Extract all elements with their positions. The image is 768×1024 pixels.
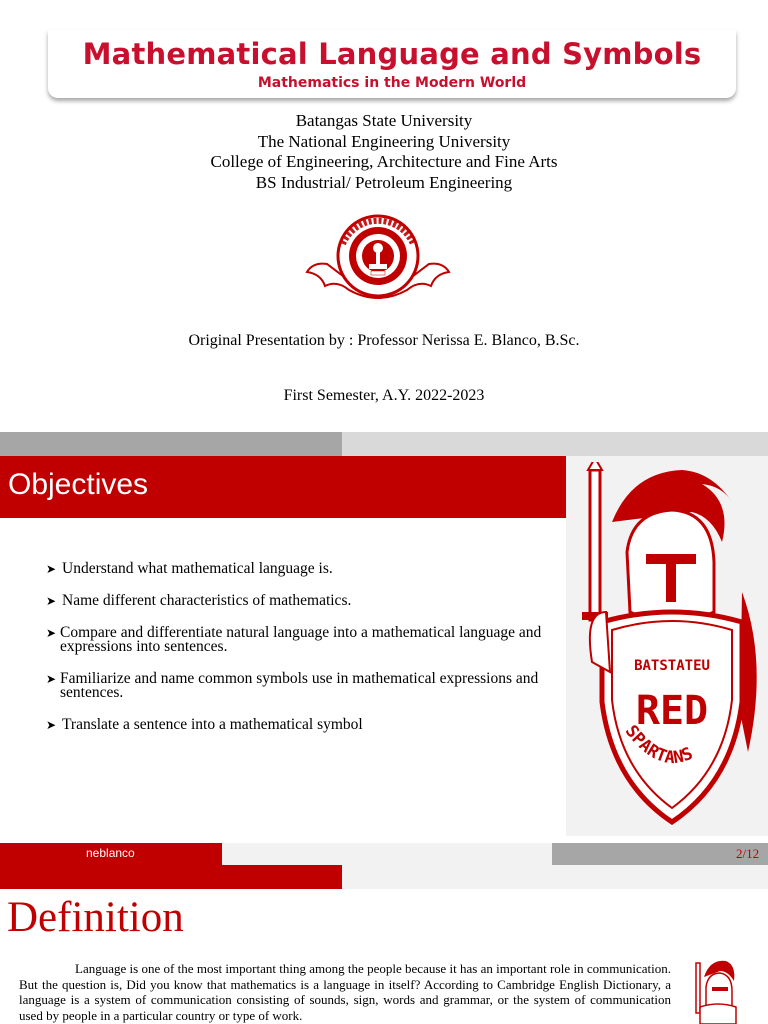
list-item bbox=[46, 626, 546, 654]
list-item bbox=[46, 562, 546, 576]
university-info bbox=[0, 111, 768, 193]
arrow-bullet-icon: ➤ bbox=[46, 562, 57, 576]
objectives-list bbox=[46, 562, 546, 750]
objective-text: Understand what mathematical language is. bbox=[62, 560, 333, 577]
arrow-bullet-icon: ➤ bbox=[46, 594, 57, 608]
list-item bbox=[46, 672, 546, 700]
presentation-title: Mathematical Language and Symbols bbox=[82, 37, 702, 71]
definition-slide bbox=[0, 865, 768, 1024]
top-accent-bar-light bbox=[342, 432, 768, 456]
title-slide bbox=[0, 0, 768, 432]
arrow-bullet-icon: ➤ bbox=[46, 718, 57, 732]
objective-text: Name different characteristics of mathematics. bbox=[62, 592, 352, 609]
presentation-subtitle: Mathematics in the Modern World bbox=[257, 75, 527, 91]
list-item bbox=[46, 594, 546, 608]
top-accent-bar-light bbox=[342, 865, 768, 889]
list-item bbox=[46, 718, 546, 732]
red-spartans-mascot-icon bbox=[572, 462, 768, 840]
footer-light-bar bbox=[222, 843, 552, 865]
objective-text: Translate a sentence into a mathematical symbol bbox=[62, 716, 363, 733]
objectives-slide bbox=[0, 432, 768, 865]
definition-paragraph: Language is one of the most important thing among the people because it has an important role in communication. But the question is, Did you know that mathematics is a language in itself? According to Cambridge English Dictionary, a language is a system of communication consisting of sounds, sign, words and grammar, or the system of communication used by people in a particular country or type of work. bbox=[19, 961, 671, 1023]
definition-title: Definition bbox=[7, 894, 184, 941]
university-name: Batangas State University bbox=[295, 111, 473, 130]
top-accent-bar-red bbox=[0, 865, 342, 889]
arrow-bullet-icon: ➤ bbox=[46, 672, 57, 686]
objective-text: Compare and differentiate natural language into a mathematical language and expressions into sentences. bbox=[60, 624, 542, 655]
university-tagline: The National Engineering University bbox=[257, 131, 511, 151]
arrow-bullet-icon: ➤ bbox=[46, 626, 57, 640]
semester-label: First Semester, A.Y. 2022-2023 bbox=[283, 387, 485, 404]
top-accent-bar-dark bbox=[0, 432, 342, 456]
mascot-text-spartans-path: SPARTANS bbox=[620, 721, 696, 769]
mascot-text-batstateu: BATSTATEU bbox=[634, 658, 710, 674]
college-name: College of Engineering, Architecture and Fine Arts bbox=[210, 152, 558, 171]
program-name: BS Industrial/ Petroleum Engineering bbox=[255, 172, 513, 192]
objectives-title: Objectives bbox=[8, 468, 149, 501]
footer-author: neblanco bbox=[86, 846, 135, 860]
objective-text: Familiarize and name common symbols use in mathematical expressions and sentences. bbox=[60, 670, 539, 701]
small-spartan-icon bbox=[690, 957, 738, 1024]
presenter-credit: Original Presentation by : Professor Nerissa E. Blanco, B.Sc. bbox=[188, 332, 580, 349]
title-card bbox=[48, 30, 736, 98]
batangas-state-university-seal-icon bbox=[303, 214, 453, 304]
mascot-text-red: RED bbox=[635, 688, 709, 734]
page-number: 2/12 bbox=[736, 846, 760, 861]
